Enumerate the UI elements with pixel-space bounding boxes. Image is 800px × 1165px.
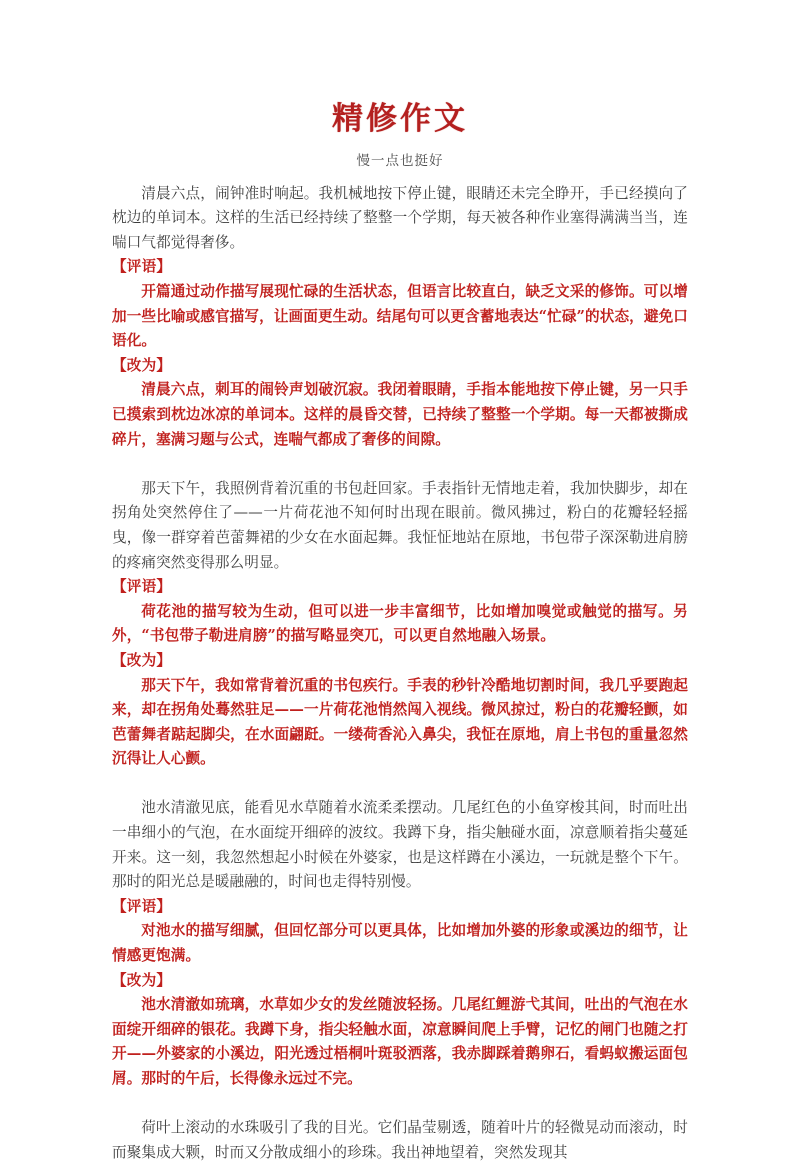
original-paragraph: 清晨六点，闹钟准时响起。我机械地按下停止键，眼睛还未完全睁开，手已经摸向了枕边的单词本。这样的生活已经持续了整整一个学期，每天被各种作业塞得满满当当，连喘口气都觉得奢侈。: [112, 184, 688, 251]
comment-text: 开篇通过动作描写展现忙碌的生活状态，但语言比较直白，缺乏文采的修饰。可以增加一些比喻或感官描写，让画面更生动。结尾句可以更含蓄地表达“忙碌”的状态，避免口语化。: [112, 283, 688, 350]
page-subtitle: 慢一点也挺好: [356, 152, 444, 169]
revision-annotation: [112, 354, 688, 452]
comment-text: 荷花池的描写较为生动，但可以进一步丰富细节，比如增加嗅觉或触觉的描写。另外，“书包带子勒进肩膀”的描写略显突兀，可以更自然地融入场景。: [112, 602, 688, 645]
revision-text: 池水清澈如琉璃，水草如少女的发丝随波轻扬。几尾红鲤游弋其间，吐出的气泡在水面绽开细碎的银花。我蹲下身，指尖轻触水面，凉意瞬间爬上手臂，记忆的闸门也随之打开——外婆家的小溪边，阳光透过梧桐叶斑驳洒落，我赤脚踩着鹅卵石，看蚂蚁搬运面包屑。那时的午后，长得像永远过不完。: [112, 996, 688, 1088]
comment-annotation: [112, 575, 688, 649]
revision-text: 那天下午，我如常背着沉重的书包疾行。手表的秒针冷酷地切割时间，我几乎要跑起来，却在拐角处蓦然驻足——一片荷花池悄然闯入视线。微风掠过，粉白的花瓣轻颤，如芭蕾舞者踮起脚尖，在水面翩跹。一缕荷香沁入鼻尖，我怔在原地，肩上书包的重量忽然沉得让人心颤。: [112, 676, 688, 768]
trailing-paragraph: 荷叶上滚动的水珠吸引了我的目光。它们晶莹剔透，随着叶片的轻微晃动而滚动，时而聚集成大颗，时而又分散成细小的珍珠。我出神地望着，突然发现其: [112, 1119, 688, 1161]
essay-section: [112, 182, 688, 453]
document-content-area: [112, 0, 688, 1165]
revision-annotation: [112, 649, 688, 772]
essay-body: [112, 182, 688, 1165]
comment-annotation: [112, 255, 688, 353]
revision-label: 【改为】: [112, 971, 172, 989]
page-title: 精修作文: [332, 101, 468, 137]
comment-text: 对池水的描写细腻，但回忆部分可以更具体，比如增加外婆的形象或溪边的细节，让情感更饱满。: [112, 922, 688, 965]
revision-text: 清晨六点，刺耳的闹铃声划破沉寂。我闭着眼睛，手指本能地按下停止键，另一只手已摸索到枕边冰凉的单词本。这样的晨昏交替，已持续了整整一个学期。每一天都被撕成碎片，塞满习题与公式，连喘气都成了奢侈的间隙。: [112, 381, 688, 448]
revision-label: 【改为】: [112, 651, 172, 669]
original-paragraph: 池水清澈见底，能看见水草随着水流柔柔摆动。几尾红色的小鱼穿梭其间，时而吐出一串细小的气泡，在水面绽开细碎的波纹。我蹲下身，指尖触碰水面，凉意顺着指尖蔓延开来。这一刻，我忽然想起小时候在外婆家，也是这样蹲在小溪边，一玩就是整个下午。那时的阳光总是暖融融的，时间也走得特别慢。: [112, 799, 688, 891]
comment-label: 【评语】: [112, 258, 172, 276]
comment-annotation: [112, 895, 688, 969]
essay-section: [112, 477, 688, 772]
essay-section: [112, 796, 688, 1091]
revision-annotation: [112, 969, 688, 1092]
comment-label: 【评语】: [112, 897, 172, 915]
original-paragraph: 那天下午，我照例背着沉重的书包赶回家。手表指针无情地走着，我加快脚步，却在拐角处突然停住了——一片荷花池不知何时出现在眼前。微风拂过，粉白的花瓣轻轻摇曳，像一群穿着芭蕾舞裙的少女在水面起舞。我怔怔地站在原地，书包带子深深勒进肩膀的疼痛突然变得那么明显。: [112, 479, 688, 571]
comment-label: 【评语】: [112, 578, 172, 596]
revision-label: 【改为】: [112, 356, 172, 374]
